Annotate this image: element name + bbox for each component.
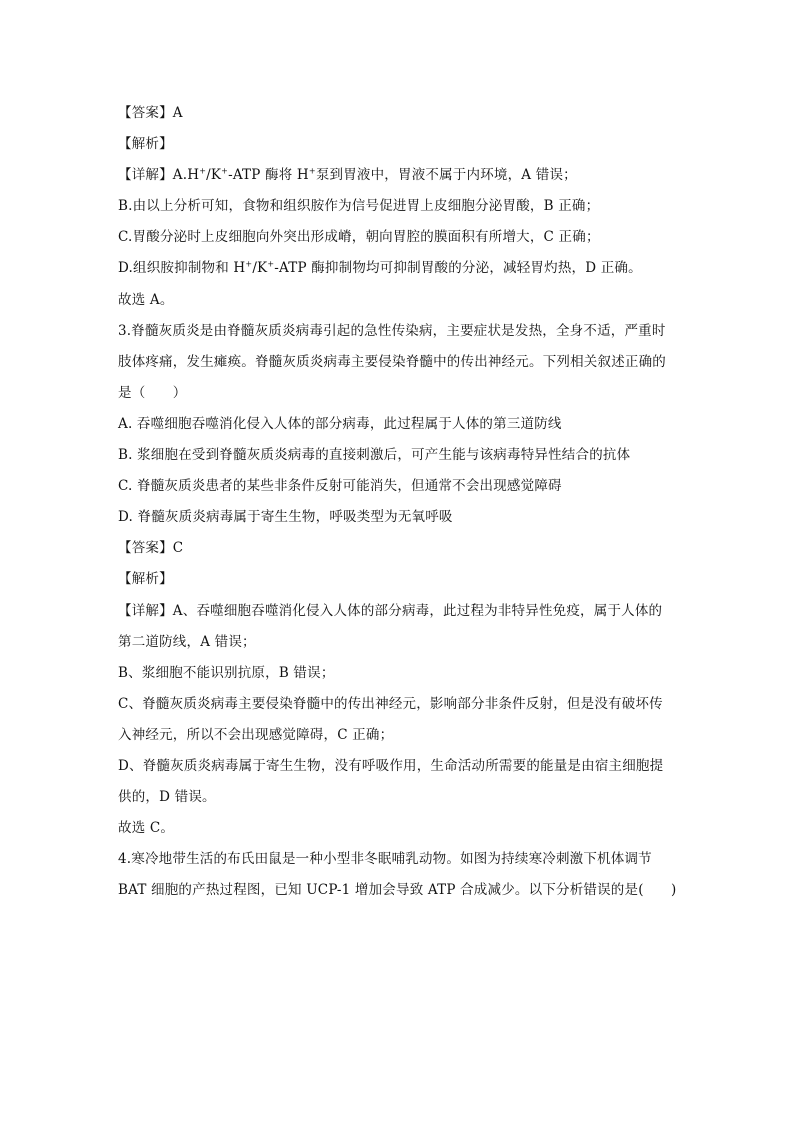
q2-conclusion: 故选 A。	[118, 291, 174, 308]
q3-stem-line2: 肢体疼痛，发生瘫痪。脊髓灰质炎病毒主要侵染脊髓中的传出神经元。下列相关叙述正确的	[118, 353, 666, 370]
q4-stem-line2: BAT 细胞的产热过程图，已知 UCP-1 增加会导致 ATP 合成减少。以下分析错误的是( )	[118, 882, 677, 899]
q3-stem-line1: 3.脊髓灰质炎是由脊髓灰质炎病毒引起的急性传染病，主要症状是发热，全身不适，严重时	[118, 322, 666, 339]
q3-detail-d-line2: 供的，D 错误。	[118, 789, 216, 806]
q3-conclusion: 故选 C。	[118, 820, 175, 837]
q2-detail-c: C.胃酸分泌时上皮细胞向外突出形成嵴，朝向胃腔的膜面积有所增大，C 正确；	[118, 229, 600, 246]
q3-answer: 【答案】C	[118, 540, 184, 557]
document-page	[118, 98, 678, 906]
q3-detail-a-line1: 【详解】A、吞噬细胞吞噬消化侵入人体的部分病毒，此过程为非特异性免疫，属于人体的	[118, 602, 663, 619]
q4-stem-line1: 4.寒冷地带生活的布氏田鼠是一种小型非冬眠哺乳动物。如图为持续寒冷刺激下机体调节	[118, 851, 652, 868]
q3-detail-c-line2: 入神经元，所以不会出现感觉障碍，C 正确；	[118, 726, 394, 743]
q3-analysis-heading: 【解析】	[118, 571, 173, 588]
q3-detail-a-line2: 第二道防线，A 错误；	[118, 633, 256, 650]
q3-detail-b: B、浆细胞不能识别抗原，B 错误；	[118, 664, 335, 681]
q2-detail-d: D.组织胺抑制物和 H+/K+-ATP 酶抑制物均可抑制胃酸的分泌，减轻胃灼热，D 正确。	[118, 259, 642, 277]
q3-option-c: C. 脊髓灰质炎患者的某些非条件反射可能消失，但通常不会出现感觉障碍	[118, 478, 562, 495]
q2-detail-a: 【详解】A.H+/K+-ATP 酶将 H+泵到胃液中，胃液不属于内环境，A 错误；	[118, 166, 577, 184]
q3-stem-line3: 是（ ）	[118, 384, 187, 401]
q3-detail-d-line1: D、脊髓灰质炎病毒属于寄生生物，没有呼吸作用，生命活动所需要的能量是由宿主细胞提	[118, 757, 664, 774]
q2-detail-b: B.由以上分析可知，食物和组织胺作为信号促进胃上皮细胞分泌胃酸，B 正确；	[118, 198, 600, 215]
q2-analysis-heading: 【解析】	[118, 136, 173, 153]
q3-option-d: D. 脊髓灰质炎病毒属于寄生生物，呼吸类型为无氧呼吸	[118, 509, 453, 526]
q3-option-b: B. 浆细胞在受到脊髓灰质炎病毒的直接刺激后，可产生能与该病毒特异性结合的抗体	[118, 447, 631, 464]
q3-detail-c-line1: C、脊髓灰质炎病毒主要侵染脊髓中的传出神经元，影响部分非条件反射，但是没有破坏传	[118, 695, 663, 712]
q3-option-a: A. 吞噬细胞吞噬消化侵入人体的部分病毒，此过程属于人体的第三道防线	[118, 415, 562, 432]
q2-answer: 【答案】A	[118, 105, 183, 121]
